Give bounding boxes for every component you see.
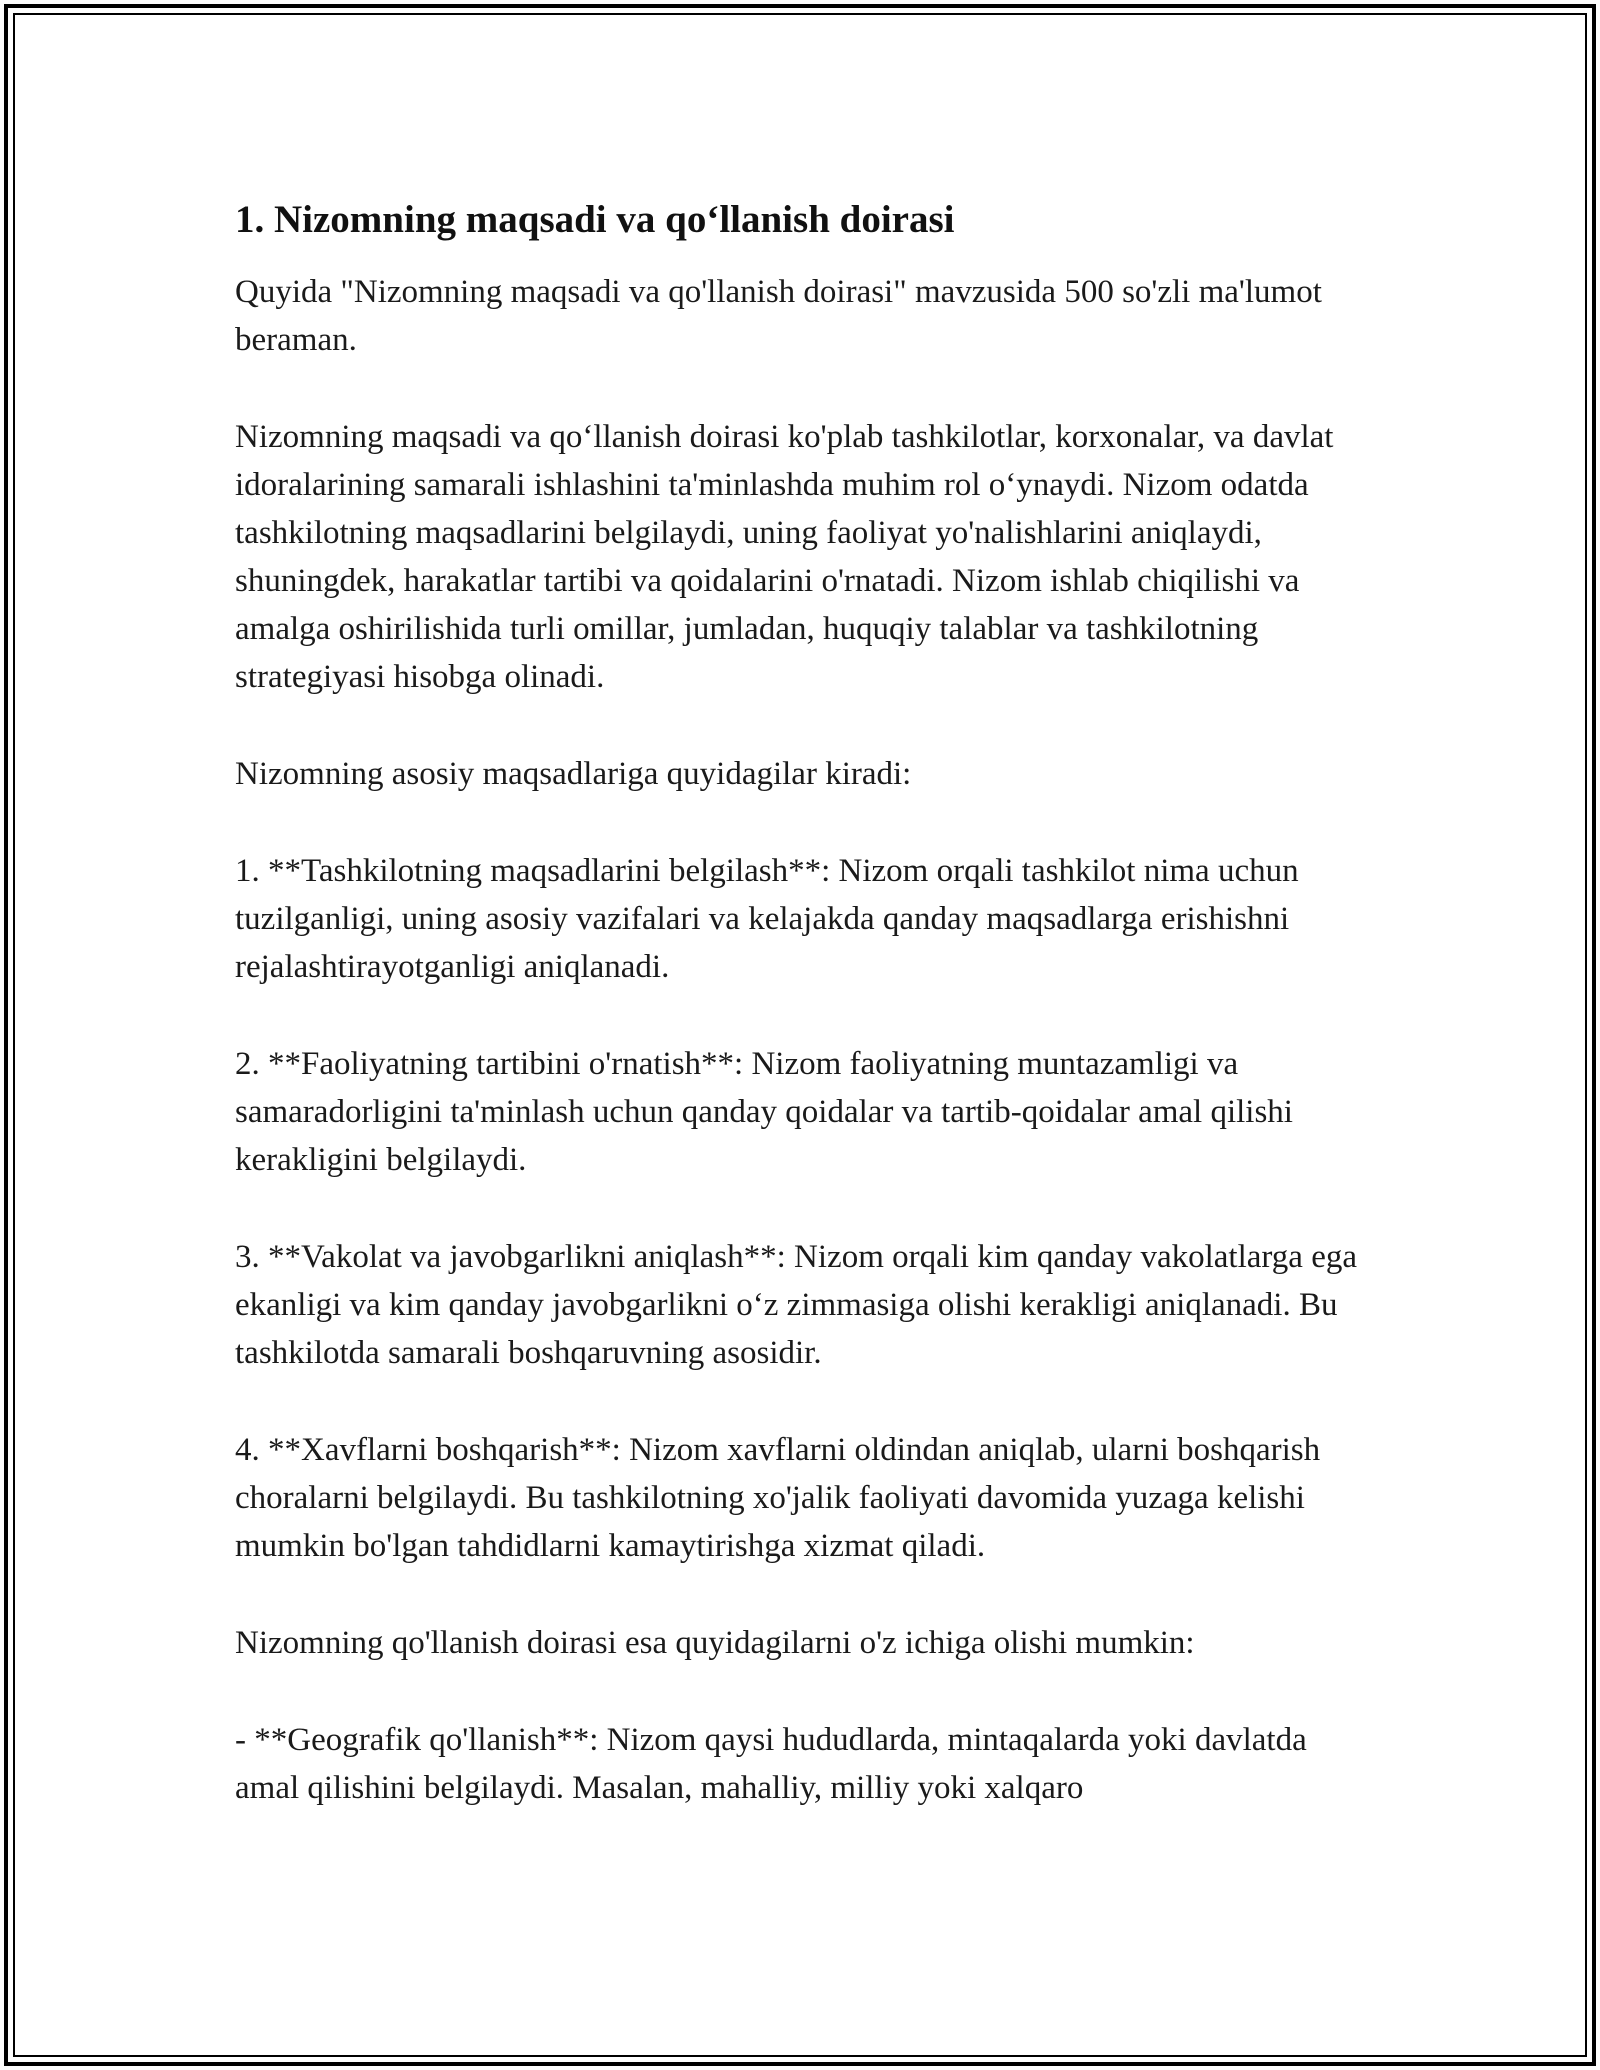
overview-paragraph: Nizomning maqsadi va qo‘llanish doirasi ko'plab tashkilotlar, korxonalar, va davlat idoralarining samarali ishlashini ta'minlashda muhim rol o‘ynaydi. Nizom odatda tashkilotning maqsadlarini belgilaydi, uning faoliyat yo'nalishlarini aniqlaydi, shuningdek, harakatlar tartibi va qoidalarini o'rnatadi. Nizom ishlab chiqilishi va amalga oshirilishida turli omillar, jumladan, huquqiy talablar va tashkilotning strategiyasi hisobga olinadi. [235,419,1334,695]
goal-item-3: 3. **Vakolat va javobgarlikni aniqlash**: Nizom orqali kim qanday vakolatlarga ega ekanligi va kim qanday javobgarlikni o‘z zimmasiga olishi kerakligi aniqlanadi. Bu tashkilotda samarali boshqaruvning asosidir. [235,1239,1357,1371]
goals-heading-paragraph: Nizomning asosiy maqsadlariga quyidagilar kiradi: [235,756,912,792]
intro-paragraph: Quyida "Nizomning maqsadi va qo'llanish doirasi" mavzusida 500 so'zli ma'lumot beraman. [235,274,1322,358]
scope-item-geographic: - **Geografik qo'llanish**: Nizom qaysi hududlarda, mintaqalarda yoki davlatda amal qilishini belgilaydi. Masalan, mahalliy, milliy yoki xalqaro [235,1722,1307,1806]
section-title: 1. Nizomning maqsadi va qo‘llanish doirasi [235,198,955,241]
document-body [235,180,1370,1812]
goal-item-4: 4. **Xavflarni boshqarish**: Nizom xavflarni oldindan aniqlab, ularni boshqarish choralarni belgilaydi. Bu tashkilotning xo'jalik faoliyati davomida yuzaga kelishi mumkin bo'lgan tahdidlarni kamaytirishga xizmat qiladi. [235,1432,1321,1564]
goal-item-1: 1. **Tashkilotning maqsadlarini belgilash**: Nizom orqali tashkilot nima uchun tuzilganligi, uning asosiy vazifalari va kelajakda qanday maqsadlarga erishishni rejalashtirayotganligi aniqlanadi. [235,853,1299,985]
goal-item-2: 2. **Faoliyatning tartibini o'rnatish**: Nizom faoliyatning muntazamligi va samaradorligini ta'minlash uchun qanday qoidalar va tartib-qoidalar amal qilishi kerakligini belgilaydi. [235,1046,1293,1178]
scope-heading-paragraph: Nizomning qo'llanish doirasi esa quyidagilarni o'z ichiga olishi mumkin: [235,1625,1195,1661]
